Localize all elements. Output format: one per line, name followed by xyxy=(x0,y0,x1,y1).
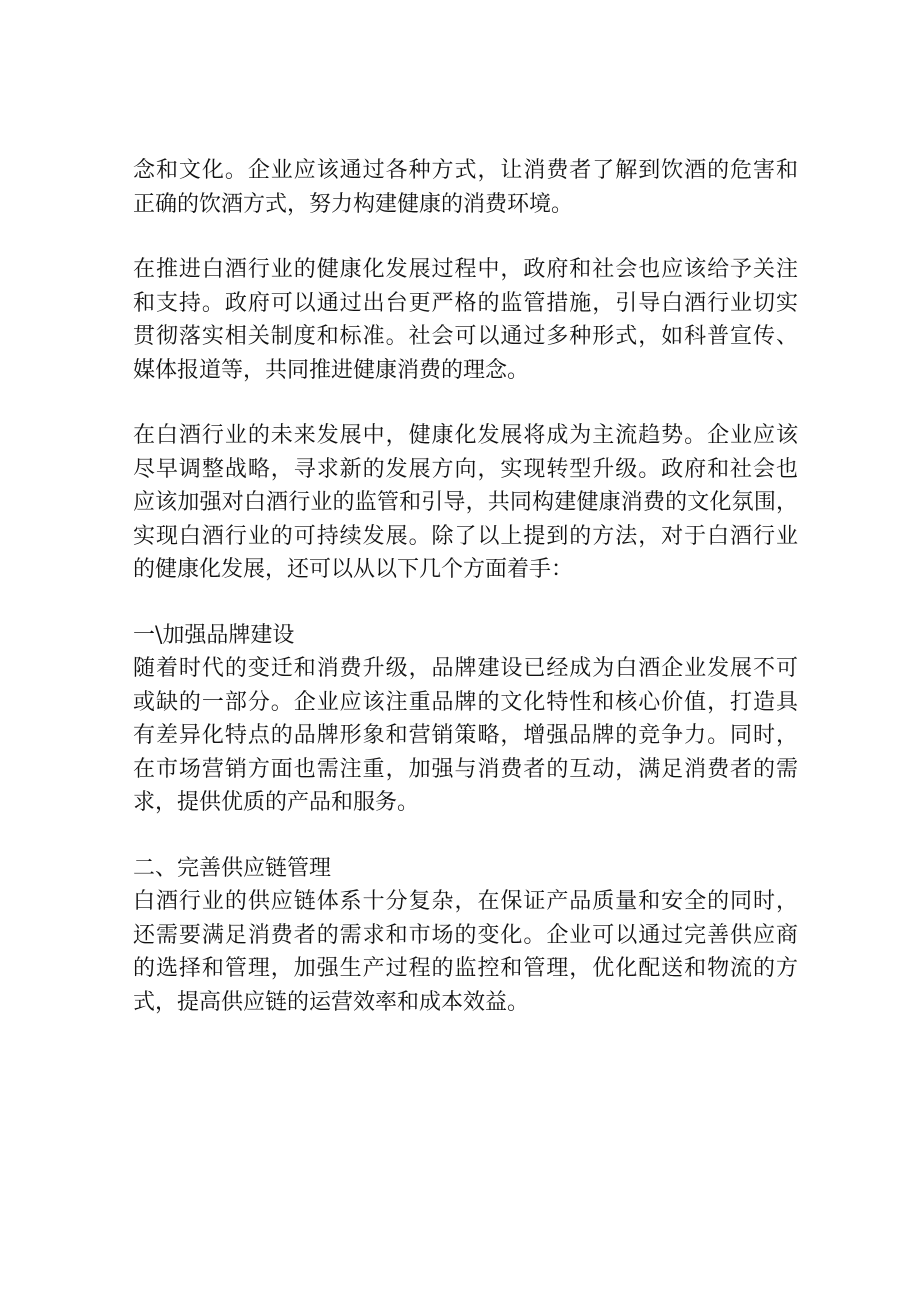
paragraph-line: 的选择和管理，加强生产过程的监控和管理，优化配送和物流的方 xyxy=(133,956,798,981)
paragraph-line: 白酒行业的供应链体系十分复杂，在保证产品质量和安全的同时， xyxy=(133,889,798,914)
paragraph-line: 贯彻落实相关制度和标准。社会可以通过多种形式，如科普宣传、 xyxy=(133,324,798,349)
paragraph-spacer xyxy=(133,387,798,419)
paragraph-line: 在市场营销方面也需注重，加强与消费者的互动，满足消费者的需 xyxy=(133,756,798,782)
paragraph-line: 应该加强对白酒行业的监管和引导，共同构建健康消费的文化氛围， xyxy=(133,490,798,515)
paragraph xyxy=(133,154,798,221)
paragraph-line: 媒体报道等，共同推进健康消费的理念。 xyxy=(133,357,530,383)
paragraph-line: 求，提供优质的产品和服务。 xyxy=(133,790,420,815)
paragraph-line: 或缺的一部分。企业应该注重品牌的文化特性和核心价值，打造具 xyxy=(133,689,798,715)
paragraph-line: 和支持。政府可以通过出台更严格的监管措施，引导白酒行业切实 xyxy=(133,290,798,316)
paragraph-line: 还需要满足消费者的需求和市场的变化。企业可以通过完善供应商 xyxy=(133,922,798,948)
paragraph-line: 的健康化发展，还可以从以下几个方面着手： xyxy=(133,557,574,582)
section-heading: 一\加强品牌建设 xyxy=(133,622,295,648)
paragraph-line: 念和文化。企业应该通过各种方式，让消费者了解到饮酒的危害和 xyxy=(133,158,798,183)
paragraph-line: 式，提高供应链的运营效率和成本效益。 xyxy=(133,989,530,1015)
paragraph-line: 在白酒行业的未来发展中，健康化发展将成为主流趋势。企业应该 xyxy=(133,423,798,448)
paragraph-line: 随着时代的变迁和消费升级，品牌建设已经成为白酒企业发展不可 xyxy=(133,656,798,681)
section-supply-chain xyxy=(133,852,798,1020)
paragraph xyxy=(133,253,798,387)
paragraph-spacer xyxy=(133,587,798,619)
paragraph-line: 在推进白酒行业的健康化发展过程中，政府和社会也应该给予关注 xyxy=(133,257,798,282)
paragraph-line: 实现白酒行业的可持续发展。除了以上提到的方法，对于白酒行业 xyxy=(133,523,798,549)
section-heading: 二、完善供应链管理 xyxy=(133,855,332,881)
paragraph-line: 尽早调整战略，寻求新的发展方向，实现转型升级。政府和社会也 xyxy=(133,456,798,482)
document-body xyxy=(133,154,798,1019)
paragraph-spacer xyxy=(133,820,798,852)
paragraph-line: 正确的饮酒方式，努力构建健康的消费环境。 xyxy=(133,191,574,217)
section-brand-building xyxy=(133,619,798,820)
paragraph xyxy=(133,419,798,587)
paragraph-line: 有差异化特点的品牌形象和营销策略，增强品牌的竞争力。同时， xyxy=(133,723,798,748)
paragraph-spacer xyxy=(133,221,798,253)
